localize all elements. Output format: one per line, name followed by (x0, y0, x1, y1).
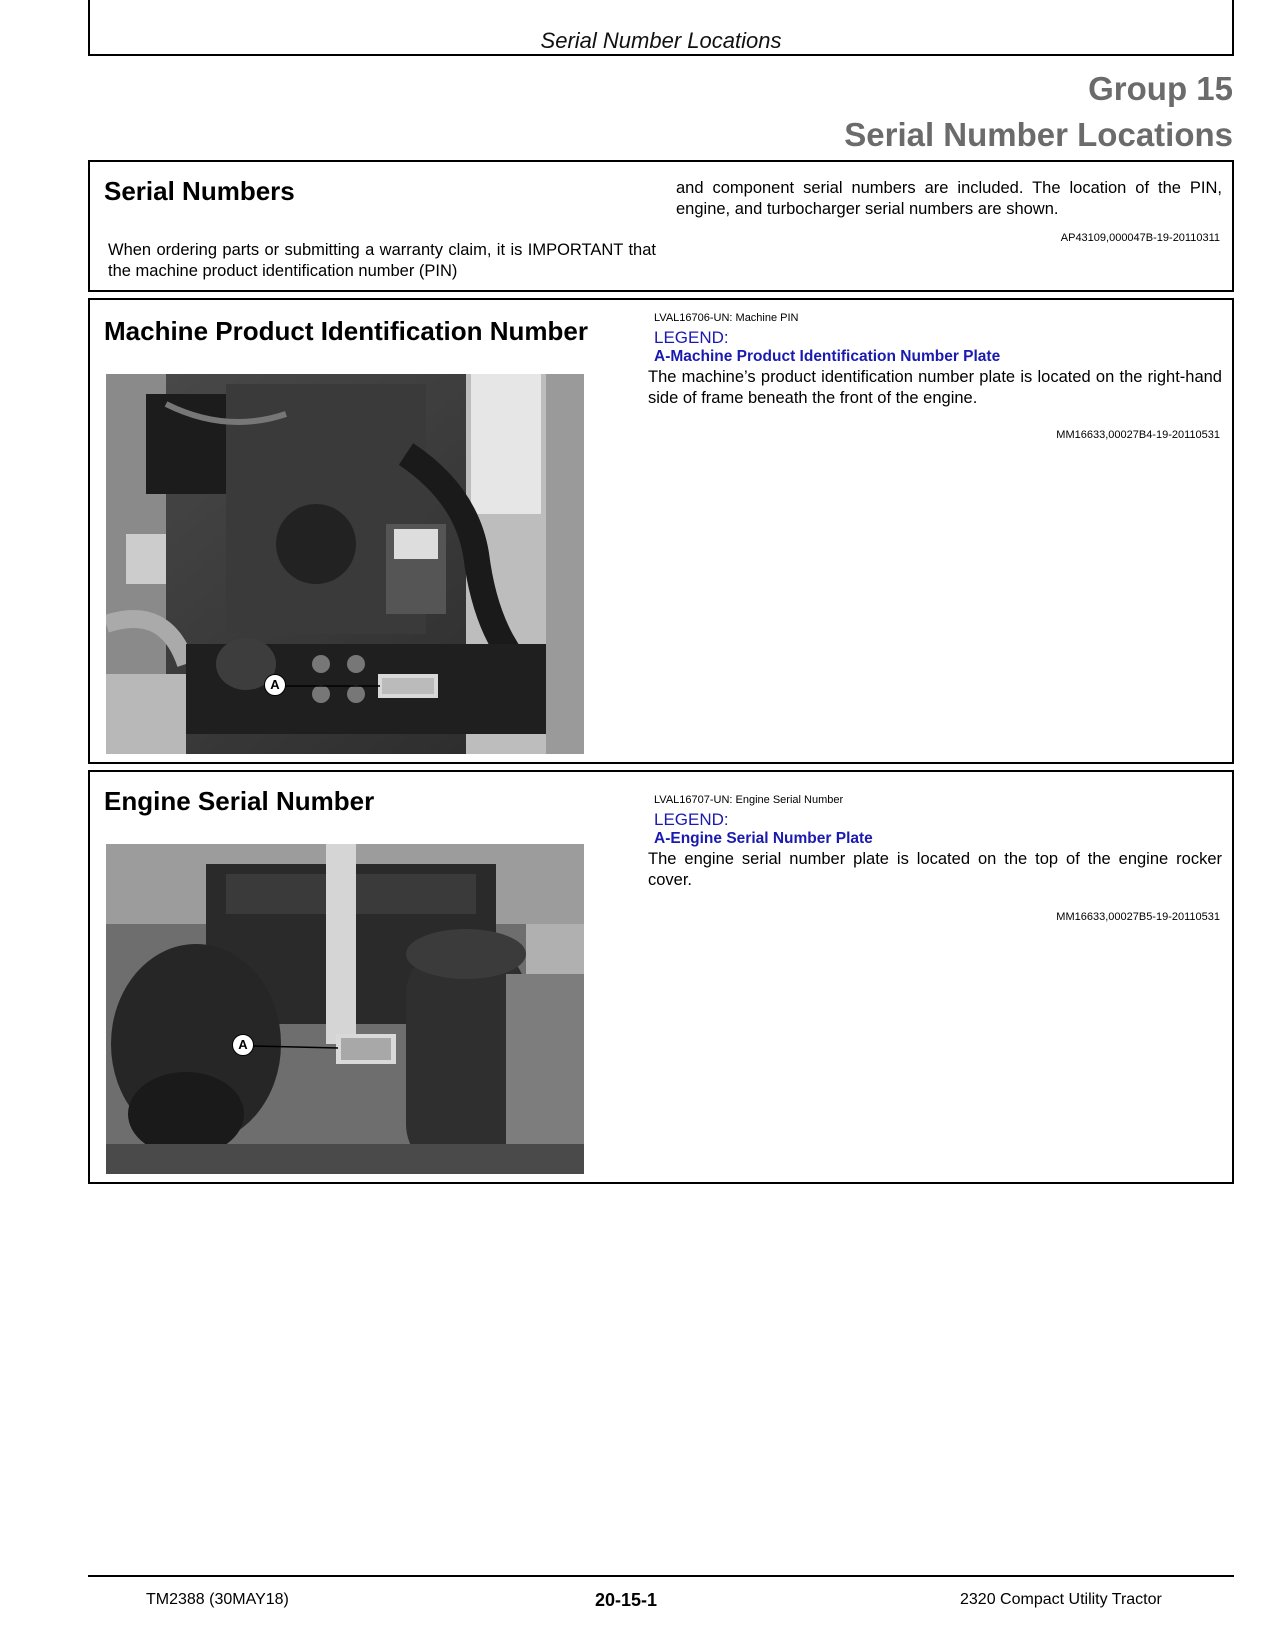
serial-numbers-text-left: When ordering parts or submitting a warranty claim, it is IMPORTANT that the machine product identification number (PIN) (108, 241, 656, 280)
machine-pin-legend-head: LEGEND: (654, 328, 729, 347)
serial-numbers-ref: AP43109,000047B-19-20110311 (1060, 232, 1220, 244)
serial-numbers-text-right: and component serial numbers are included. The location of the PIN, engine, and turbocharger serial numbers are shown. (676, 179, 1222, 218)
group-title: Group 15 (1088, 70, 1233, 107)
machine-pin-legend-item: A-Machine Product Identification Number Plate (654, 348, 1001, 365)
footer-product-name: 2320 Compact Utility Tractor (960, 1591, 1162, 1608)
engine-serial-panel (88, 770, 1234, 1184)
footer-tm-number: TM2388 (30MAY18) (146, 1591, 289, 1608)
engine-serial-photo (106, 844, 584, 1174)
engine-serial-legend-item: A-Engine Serial Number Plate (654, 830, 873, 847)
machine-pin-panel (88, 298, 1234, 764)
engine-serial-title: Engine Serial Number (104, 786, 375, 816)
section-title: Serial Number Locations (844, 116, 1233, 153)
serial-numbers-title: Serial Numbers (104, 176, 295, 206)
machine-pin-callout: A (264, 674, 286, 696)
machine-pin-photo (106, 374, 584, 754)
engine-photo-icon (106, 844, 584, 1174)
machine-pin-caption: LVAL16706-UN: Machine PIN (654, 312, 799, 324)
engine-serial-ref: MM16633,00027B5-19-20110531 (1056, 911, 1220, 923)
engine-serial-legend-head: LEGEND: (654, 810, 729, 829)
engine-serial-text: The engine serial number plate is located on the top of the engine rocker cover. (648, 850, 1222, 889)
serial-numbers-panel (88, 160, 1234, 292)
engine-photo-icon (106, 374, 584, 754)
running-head: Serial Number Locations (540, 28, 782, 53)
machine-pin-title: Machine Product Identification Number (104, 316, 588, 346)
footer-page-number: 20-15-1 (595, 1590, 658, 1610)
machine-pin-ref: MM16633,00027B4-19-20110531 (1056, 429, 1220, 441)
engine-serial-caption: LVAL16707-UN: Engine Serial Number (654, 794, 844, 806)
footer-rule (88, 1575, 1234, 1577)
engine-serial-callout: A (232, 1034, 254, 1056)
machine-pin-text: The machine’s product identification number plate is located on the right-hand side of frame beneath the front of the engine. (648, 368, 1222, 407)
